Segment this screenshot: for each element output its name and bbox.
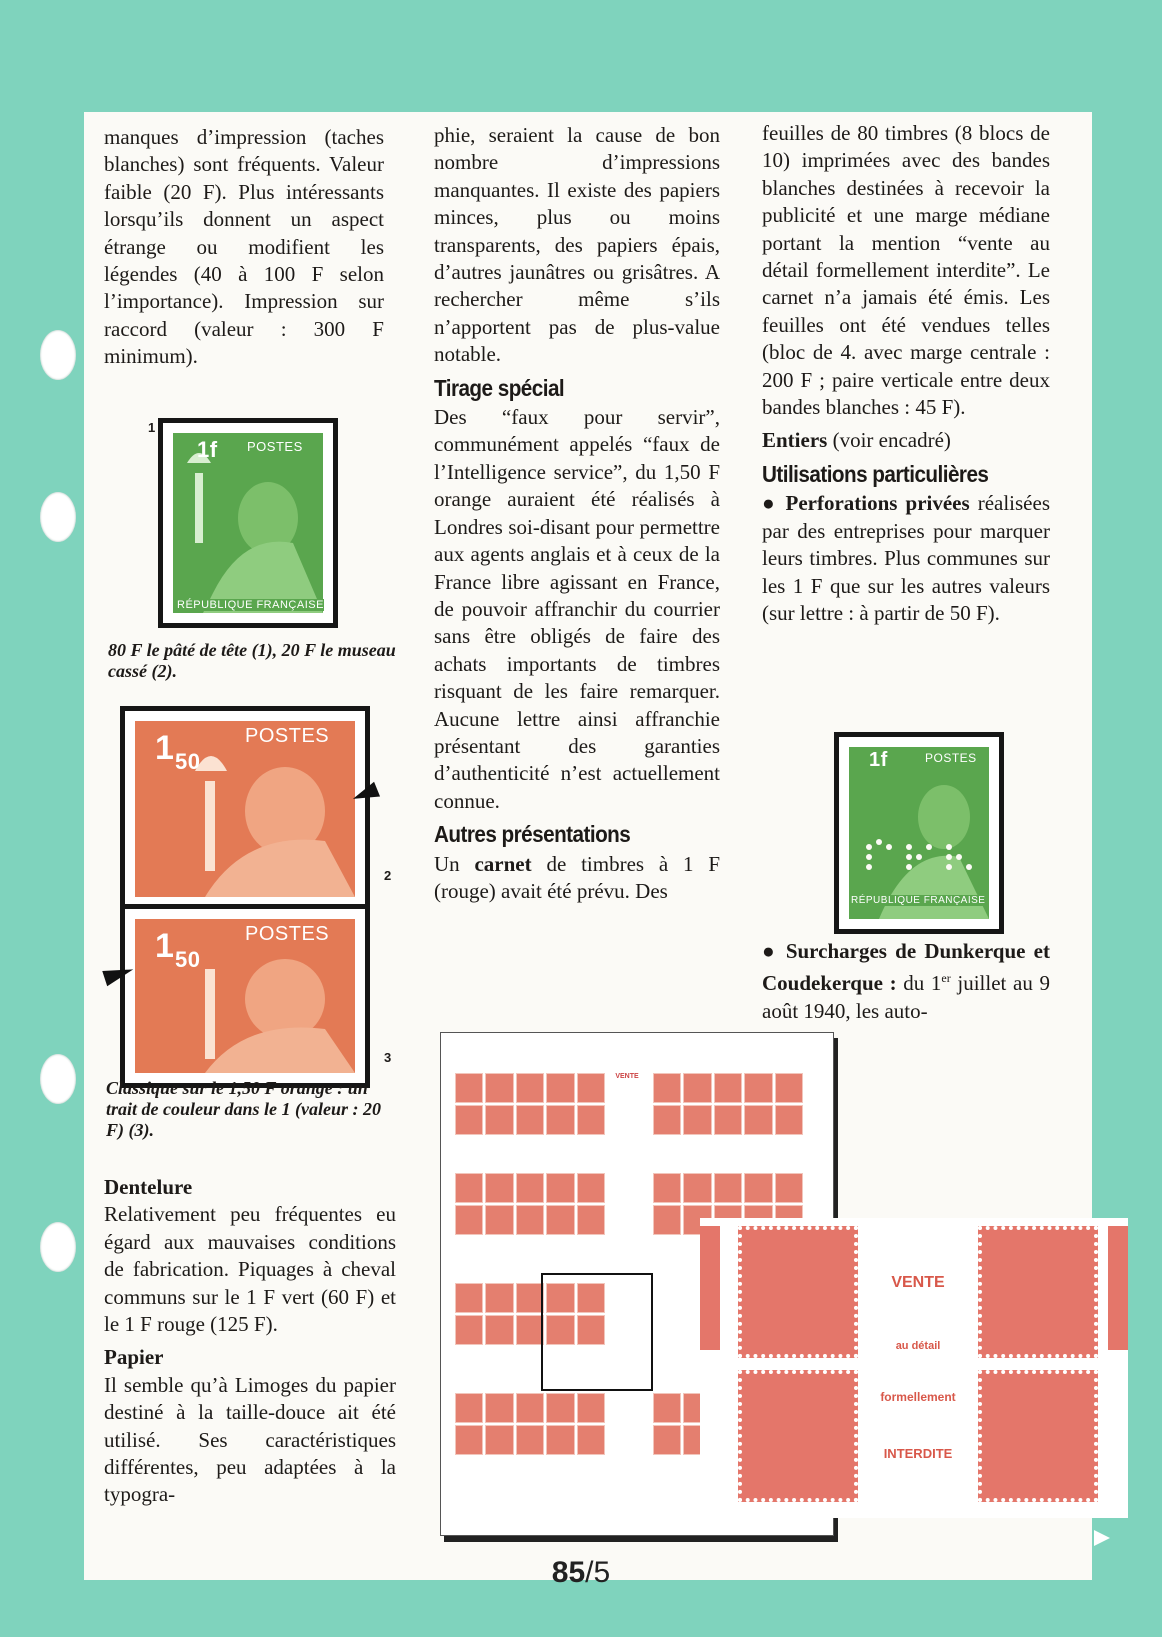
text-superscript: er <box>941 971 951 986</box>
binder-hole <box>40 1222 76 1272</box>
paragraph-dentelure: Relativement peu fréquentes eu égard aux mauvaises conditions de fabrication. Piquages à cheval communs sur le 1 F vert (60 F) et le 1 F rouge (125 F). <box>104 1202 396 1337</box>
zoom-frame <box>541 1273 653 1391</box>
stamp-block <box>653 1073 803 1135</box>
stamp-value-cents: 50 <box>175 749 201 774</box>
text-bold: carnet <box>474 851 532 876</box>
sheet-gutter-text: VENTE <box>615 1073 639 1080</box>
paragraph-surcharges <box>762 938 1050 1025</box>
zoomed-sheet-detail <box>700 1218 1128 1518</box>
iris-figure-icon <box>173 433 323 613</box>
text-run: de timbres à 1 F (rouge) avait été prévu. Des <box>434 851 720 903</box>
stamp-design <box>849 747 989 919</box>
column-1-lower <box>104 1174 396 1509</box>
orange-stamp-150 <box>120 904 370 1088</box>
red-stamp <box>738 1370 858 1502</box>
paragraph-autres <box>434 851 720 906</box>
column-2 <box>434 122 720 905</box>
caption-2: Classique sur le 1,50 F orange : un trait de couleur dans le 1 (valeur : 20 F) (3). <box>106 1078 381 1140</box>
stamp-block <box>455 1393 605 1455</box>
text-run: (voir encadré) <box>827 428 951 453</box>
stamp-postes: POSTES <box>245 923 330 945</box>
col3-paragraph: feuilles de 80 timbres (8 blocs de 10) imprimées avec des bandes blanches destinées à recevoir la publicité et une marge médiane portant la mention “vente au détail formellement interdite”. Le carnet n’a jamais été émis. Les feuilles ont été vendues telles (bloc de 4. avec marge centrale : 200 F ; paire verticale entre deux bandes blanches : 45 F). <box>762 121 1050 420</box>
paragraph-perforations <box>762 490 1050 627</box>
stamp-design <box>173 433 323 613</box>
page-number-bold: 85 <box>551 1556 586 1589</box>
stamp-block <box>455 1173 605 1235</box>
perforated-green-stamp <box>834 732 1004 934</box>
orange-stamp-150 <box>120 706 370 912</box>
binder-hole <box>40 330 76 380</box>
text-run: Un <box>434 851 475 876</box>
col2-paragraph: phie, seraient la cause de bon nombre d’impressions manquantes. Il existe des papiers minces, plus ou moins transparents, des papiers épais, d’autres jaunâtres ou grisâtres. A rechercher même s’ils n’apportent pas de plus-value notable. <box>434 123 720 367</box>
heading-tirage-special: Tirage spécial <box>434 374 565 401</box>
paragraph-entiers <box>762 427 1050 454</box>
text-run: du 1 <box>896 971 942 996</box>
red-stamp-edge <box>1108 1226 1128 1350</box>
stamp-value: 1f <box>197 437 218 462</box>
figure-number: 1 <box>148 420 156 435</box>
figure-number: 3 <box>384 1050 392 1065</box>
red-stamp <box>978 1226 1098 1358</box>
stamp-block <box>455 1073 605 1135</box>
text-bold: Entiers <box>762 428 828 453</box>
heading-papier: Papier <box>104 1345 164 1370</box>
stamp-value: 1f <box>869 749 888 771</box>
binder-hole <box>40 1054 76 1104</box>
sheet-interdite: INTERDITE <box>883 1446 953 1461</box>
stamp-country: RÉPUBLIQUE FRANÇAISE <box>851 895 986 906</box>
page-number-rest: /5 <box>585 1556 611 1589</box>
text-run: réalisées par des entreprises pour marquer leurs timbres. Plus communes sur les 1 F que sur les autres valeurs (sur lettre : à partir de 50 F). <box>762 491 1051 625</box>
heading-autres-presentations: Autres présentations <box>434 821 631 848</box>
next-page-arrow-icon <box>1094 1530 1110 1546</box>
perfin-pattern-icon <box>849 747 989 919</box>
stamp-value: 1 <box>155 927 175 965</box>
stamp-country: RÉPUBLIQUE FRANÇAISE <box>177 599 324 611</box>
text-bold: ● Perforations privées <box>762 491 970 516</box>
sheet-au-detail: au détail <box>895 1340 941 1352</box>
figure-number: 2 <box>384 868 392 883</box>
caption-1: 80 F le pâté de tête (1), 20 F le museau cassé (2). <box>108 640 396 681</box>
text-run: juillet au 9 août 1940, les auto- <box>762 971 1050 1023</box>
stamp-value: 1 <box>155 729 175 767</box>
sheet-vente: VENTE <box>891 1274 945 1291</box>
paragraph-papier: Il semble qu’à Limoges du papier destiné à la taille-douce ait été utilisé. Ses caractéristiques différentes, peu adaptées à la typogra- <box>104 1372 396 1507</box>
column-1 <box>104 124 384 371</box>
text-bold: ● Surcharges de Dunkerque et Coudekerque : <box>762 939 1050 996</box>
stamp-postes: POSTES <box>925 751 977 765</box>
green-stamp-1f <box>158 418 338 628</box>
column-3 <box>762 120 1050 627</box>
stamp-postes: POSTES <box>247 439 303 454</box>
column-3-lower <box>762 938 1050 1025</box>
red-stamp-edge <box>700 1226 720 1350</box>
red-stamp <box>978 1370 1098 1502</box>
paragraph-tirage: Des “faux pour servir”, communément appelés “faux de l’Intelligence service”, du 1,50 F orange auraient été réalisés à Londres soi-disant pour permettre aux agents anglais et à ceux de la France libre agissant en France, de pouvoir affranchir du courrier sans être obligés de faire des achats importants de timbres risquant de les faire remarquer. Aucune lettre ainsi affranchie présentant des garanties d’authenticité n’est actuellement connue. <box>434 405 720 813</box>
heading-dentelure: Dentelure <box>104 1175 193 1199</box>
sheet-formellement: formellement <box>880 1390 956 1404</box>
heading-utilisations: Utilisations particulières <box>762 460 989 487</box>
stamp-postes: POSTES <box>245 725 330 747</box>
page-number <box>0 1556 1162 1590</box>
red-stamp <box>738 1226 858 1358</box>
stamp-value-cents: 50 <box>175 947 201 972</box>
col1-paragraph: manques d’impression (taches blanches) sont fréquents. Valeur faible (20 F). Plus intéressants lorsqu’ils donnent un aspect étrange ou modifient les légendes (40 à 100 F selon l’importance). Impression sur raccord (valeur : 300 F minimum). <box>104 125 384 369</box>
binder-hole <box>40 492 76 542</box>
